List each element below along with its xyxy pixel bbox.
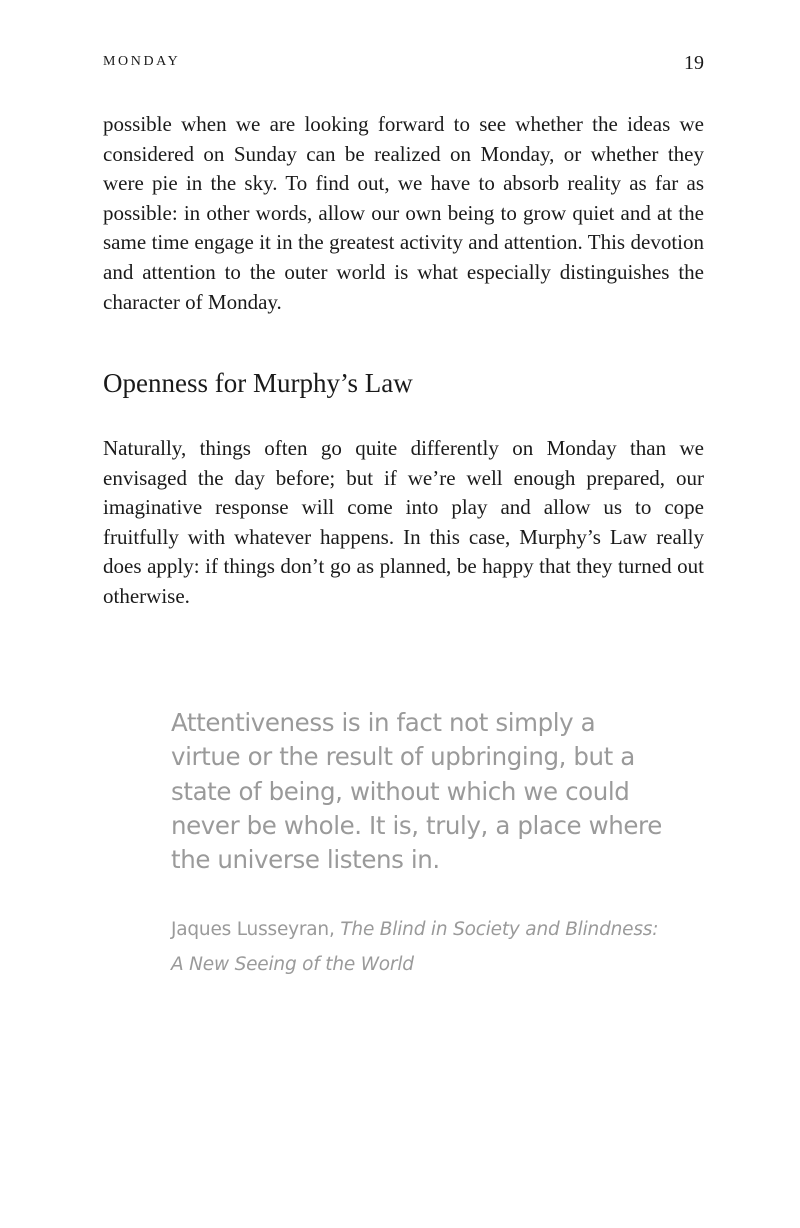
quote-attribution: [171, 913, 671, 982]
section-heading: Openness for Murphy’s Law: [103, 368, 413, 398]
quote-text: Attentiveness is in fact not simply a virtue or the result of upbringing, but a state of being, without which we could never be whole. It is, truly, a place where the universe listens in.: [171, 708, 662, 875]
body-paragraph-1: possible when we are looking forward to see whether the ideas we considered on Sunday can be realized on Monday, or whether they were pie in the sky. To find out, we have to absorb reality as far as possible: in other words, allow our own being to grow quiet and at the same time engage it in the greatest activity and attention. This devotion and attention to the outer world is what especially distinguishes the character of Monday.: [103, 112, 704, 314]
running-head: MONDAY: [103, 54, 181, 69]
quote-work-title: The Blind in Society and Blindness: A New Seeing of the World: [171, 919, 659, 975]
pull-quote: [171, 706, 671, 982]
body-paragraph-2: Naturally, things often go quite differently on Monday than we envisaged the day before; but if we’re well enough prepared, our imaginative response will come into play and allow us to cope fruitfully with whatever happens. In this case, Murphy’s Law really does apply: if things don’t go as planned, be happy that they turned out otherwise.: [103, 436, 704, 608]
page-number: 19: [684, 52, 704, 74]
quote-author: Jaques Lusseyran,: [171, 919, 335, 941]
